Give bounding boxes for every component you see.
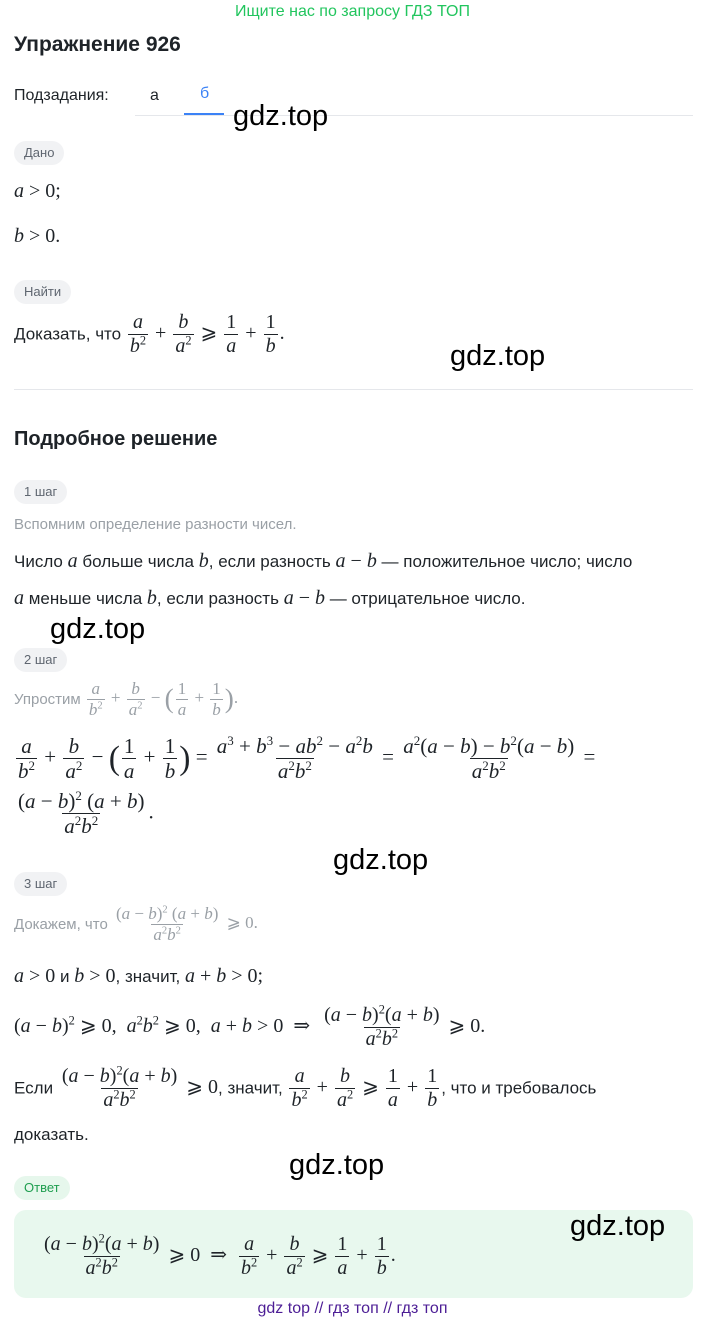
step2-hint: Упростим $\frac{a}{b^2}$ + $\frac{b}{a^2}$ − ( $\frac{1}{a}$ + $\frac{1}{b}$ ). xyxy=(14,679,239,719)
footer-link-3[interactable]: гдз топ xyxy=(396,1300,448,1317)
answer-badge: Ответ xyxy=(14,1176,70,1200)
step3-condition: a > 0 и b > 0, значит, a + b > 0; xyxy=(14,965,264,987)
section-divider xyxy=(14,389,693,390)
answer-formula: $\frac{(a - b)^2(a + b)}{a^2b^2}$ ⩾ 0 ⇒ $\frac{a}{b^2}$ + $\frac{b}{a^2}$ ⩾ $\frac{1}{a}$ + $\frac{1}{b}$ . xyxy=(44,1231,396,1279)
step3-conclusion: Если $\frac{(a - b)^2(a + b)}{a^2b^2}$ ⩾ 0, значит, $\frac{a}{b^2}$ + $\frac{b}{a^2}$ ⩾ $\frac{1}{a}$ + $\frac{1}{b}$ , что и требовалось xyxy=(14,1063,597,1111)
step3-badge: 3 шаг xyxy=(14,872,67,896)
step3-conclusion-end: доказать. xyxy=(14,1125,89,1144)
given-line-2: b > 0. xyxy=(14,225,61,247)
step3-hint: Докажем, что $\frac{(a - b)^2 (a + b)}{a^2b^2}$ ⩾ 0. xyxy=(14,904,258,944)
watermark: gdz.top xyxy=(333,844,429,876)
footer-link-2[interactable]: гдз топ xyxy=(327,1300,379,1317)
step1-line-2: a меньше числа b, если разность a − b — отрицательное число. xyxy=(14,587,526,609)
find-badge: Найти xyxy=(14,280,71,304)
subtask-tab-b[interactable]: б xyxy=(200,85,210,102)
find-statement: Доказать, что $\frac{a}{b^2}$ + $\frac{b}{a^2}$ ⩾ $\frac{1}{a}$ + $\frac{1}{b}$ . xyxy=(14,311,285,357)
step2-equation-2: $\frac{(a - b)^2 (a + b)}{a^2b^2}$ . xyxy=(18,788,154,839)
watermark: gdz.top xyxy=(570,1210,666,1242)
step2-badge: 2 шаг xyxy=(14,648,67,672)
active-tab-underline xyxy=(184,113,224,115)
solution-title: Подробное решение xyxy=(14,428,218,450)
watermark: gdz.top xyxy=(50,613,146,645)
top-banner[interactable]: Ищите нас по запросу ГДЗ ТОП xyxy=(235,3,470,20)
step2-equation-1: $\frac{a}{b^2}$ + $\frac{b}{a^2}$ − ( $\frac{1}{a}$ + $\frac{1}{b}$ ) = $\frac{a^3 + b^3 - ab^2 - a^2b}{a^2b^2}$ = $\frac{a^2(a - b) - b^2(a - b)}{a^2b^2}$ = xyxy=(18,733,596,784)
subtasks-label: Подзадания: xyxy=(14,87,109,104)
watermark: gdz.top xyxy=(289,1149,385,1181)
step1-hint: Вспомним определение разности чисел. xyxy=(14,516,297,533)
given-badge: Дано xyxy=(14,141,64,165)
step1-badge: 1 шаг xyxy=(14,480,67,504)
subtask-tab-a[interactable]: а xyxy=(150,87,159,104)
step3-inequality: $(a - b)^2$ ⩾ 0, $a^2b^2$ ⩾ 0, a + b > 0 ⇒ $\frac{(a - b)^2(a + b)}{a^2b^2}$ ⩾ 0. xyxy=(14,1002,486,1050)
given-line-1: a > 0; xyxy=(14,180,61,202)
watermark: gdz.top xyxy=(233,100,329,132)
footer-link-1[interactable]: gdz top xyxy=(257,1300,310,1317)
subtasks-divider xyxy=(135,115,693,116)
page-title: Упражнение 926 xyxy=(14,33,181,56)
step1-line-1: Число a больше числа b, если разность a − b — положительное число; число xyxy=(14,550,633,572)
watermark: gdz.top xyxy=(450,340,546,372)
footer-links: gdz top // гдз топ // гдз топ xyxy=(257,1300,448,1317)
